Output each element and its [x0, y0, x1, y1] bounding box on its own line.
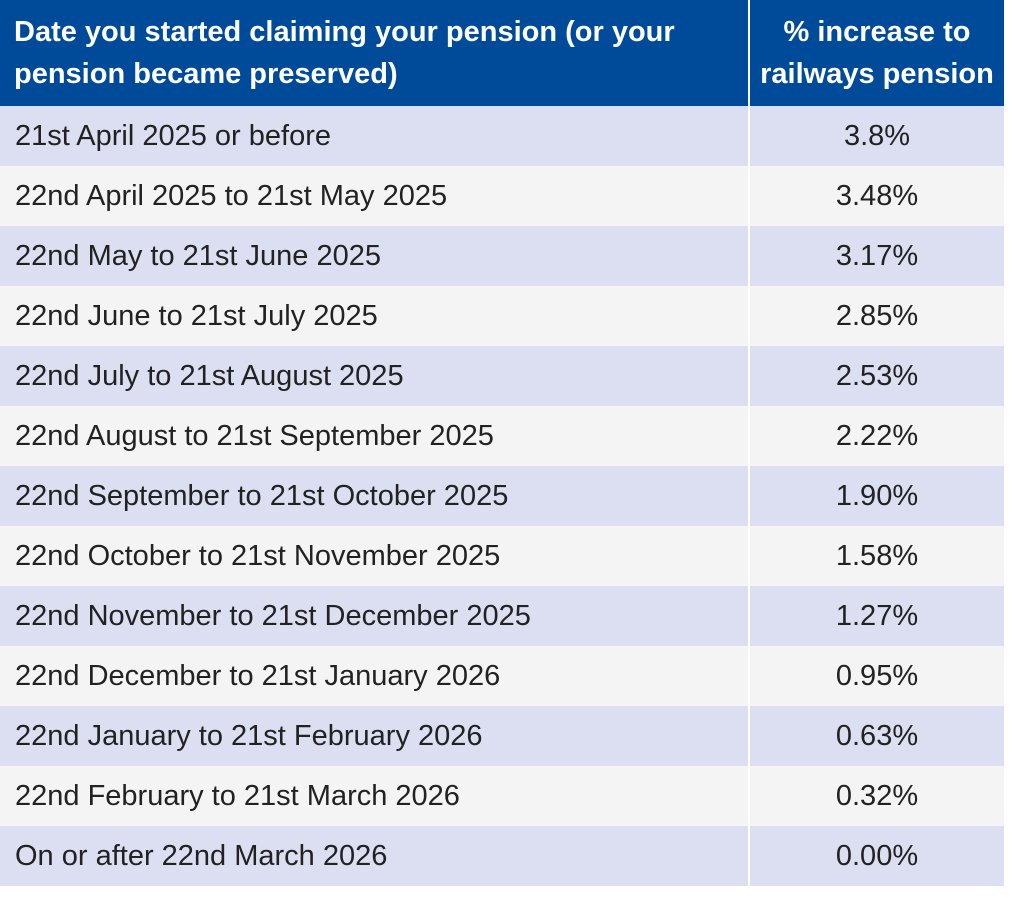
percent-increase-cell: 3.48%	[749, 166, 1004, 226]
table-row	[0, 706, 1004, 766]
table-row	[0, 826, 1004, 886]
percent-increase-cell: 3.8%	[749, 106, 1004, 166]
date-range-cell: 22nd October to 21st November 2025	[0, 526, 749, 586]
date-range-cell: 22nd May to 21st June 2025	[0, 226, 749, 286]
percent-increase-cell: 1.90%	[749, 466, 1004, 526]
table-body	[0, 106, 1004, 886]
header-percent-line-1: % increase to	[783, 16, 971, 48]
percent-increase-cell: 2.53%	[749, 346, 1004, 406]
date-range-cell: 22nd February to 21st March 2026	[0, 766, 749, 826]
header-row	[0, 0, 1004, 106]
date-range-cell: 22nd June to 21st July 2025	[0, 286, 749, 346]
table-row	[0, 466, 1004, 526]
date-range-cell: 22nd September to 21st October 2025	[0, 466, 749, 526]
percent-increase-cell: 0.63%	[749, 706, 1004, 766]
header-percent-column	[749, 0, 1004, 106]
date-range-cell: 22nd July to 21st August 2025	[0, 346, 749, 406]
table-row	[0, 586, 1004, 646]
percent-increase-cell: 2.85%	[749, 286, 1004, 346]
header-percent-line-2: railways pension	[760, 58, 994, 90]
header-date-column	[0, 0, 749, 106]
date-range-cell: 21st April 2025 or before	[0, 106, 749, 166]
header-date-line-1: Date you started claiming your pension (or your	[14, 16, 675, 48]
percent-increase-cell: 0.95%	[749, 646, 1004, 706]
date-range-cell: 22nd December to 21st January 2026	[0, 646, 749, 706]
table-row	[0, 166, 1004, 226]
percent-increase-cell: 1.58%	[749, 526, 1004, 586]
table-row	[0, 106, 1004, 166]
percent-increase-cell: 0.00%	[749, 826, 1004, 886]
table-row	[0, 766, 1004, 826]
table-row	[0, 406, 1004, 466]
percent-increase-cell: 2.22%	[749, 406, 1004, 466]
table-row	[0, 526, 1004, 586]
date-range-cell: 22nd April 2025 to 21st May 2025	[0, 166, 749, 226]
table-row	[0, 226, 1004, 286]
date-range-cell: 22nd January to 21st February 2026	[0, 706, 749, 766]
percent-increase-cell: 3.17%	[749, 226, 1004, 286]
date-range-cell: 22nd August to 21st September 2025	[0, 406, 749, 466]
date-range-cell: On or after 22nd March 2026	[0, 826, 749, 886]
percent-increase-cell: 1.27%	[749, 586, 1004, 646]
table-row	[0, 646, 1004, 706]
percent-increase-cell: 0.32%	[749, 766, 1004, 826]
date-range-cell: 22nd November to 21st December 2025	[0, 586, 749, 646]
table-row	[0, 286, 1004, 346]
table-header	[0, 0, 1004, 106]
table-row	[0, 346, 1004, 406]
header-date-line-2: pension became preserved)	[14, 58, 398, 90]
